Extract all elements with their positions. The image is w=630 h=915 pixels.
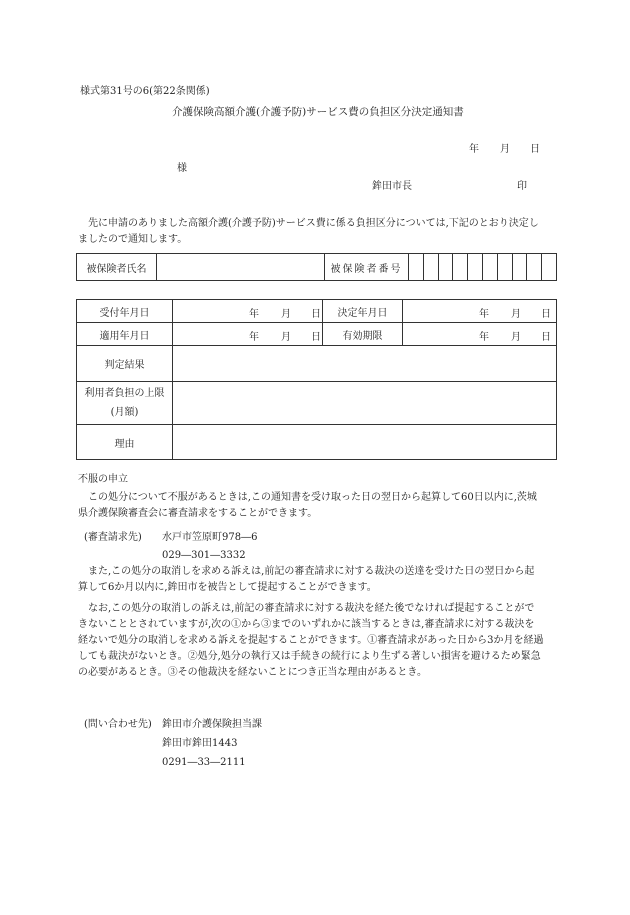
appeal-line: また,この処分の取消しを求める訴えは,前記の審査請求に対する裁決の送達を受けた日の翌日から起: [88, 566, 535, 577]
appeal-paragraph-3: [78, 601, 558, 681]
received-date-field[interactable]: [173, 300, 323, 323]
applied-year-label: 年: [249, 332, 259, 343]
limit-field[interactable]: [173, 382, 557, 425]
result-field[interactable]: [173, 346, 557, 382]
seal-mark: 印: [517, 181, 527, 192]
date-day-label: 日: [530, 144, 540, 155]
valid-month-label: 月: [511, 332, 521, 343]
decided-day-label: 日: [541, 309, 551, 320]
insured-number-digit[interactable]: [468, 254, 483, 281]
insured-name-field[interactable]: [157, 254, 325, 281]
appeal-line: なお,この処分の取消しの訴えは,前記の審査請求に対する裁決を経た後でなければ提起することがで: [88, 603, 535, 614]
insured-number-digit[interactable]: [497, 254, 512, 281]
insured-number-digit[interactable]: [512, 254, 527, 281]
date-month-label: 月: [500, 144, 510, 155]
intro-line: 先に申請のありました高額介護(介護予防)サービス費に係る負担区分については,下記のとおり決定し: [88, 218, 539, 229]
decided-month-label: 月: [511, 309, 521, 320]
appeal-office-address: 水戸市笠原町978―6: [162, 532, 258, 543]
insured-number-digit[interactable]: [438, 254, 453, 281]
received-day-label: 日: [311, 309, 321, 320]
received-year-label: 年: [249, 309, 259, 320]
insured-number-label: 被保険者番号: [325, 254, 409, 281]
contact-department: 鉾田市介護保険担当課: [162, 719, 262, 730]
insured-number-digit[interactable]: [453, 254, 468, 281]
appeal-line: この処分について不服があるときは,この通知書を受け取った日の翌日から起算して60日以内に,茨城: [88, 492, 537, 503]
result-label: 判定結果: [77, 346, 173, 382]
reason-label: 理由: [77, 425, 173, 460]
applied-date-label: 適用年月日: [77, 323, 173, 346]
valid-period-field[interactable]: [403, 323, 557, 346]
appeal-paragraph-1: [78, 490, 558, 522]
insured-number-digit[interactable]: [527, 254, 542, 281]
addressee-suffix: 様: [177, 163, 187, 174]
appeal-paragraph-2: [78, 564, 558, 596]
decided-year-label: 年: [479, 309, 489, 320]
contact-label: (問い合わせ先): [84, 719, 152, 730]
appeal-line: きないこととされていますが,次の①から③までのいずれかに該当するときは,審査請求に対する裁決を: [78, 619, 535, 630]
decided-date-label: 決定年月日: [323, 300, 403, 323]
appeal-line: の必要があるとき。③その他裁決を経ないことにつき正当な理由があるとき。: [78, 667, 427, 678]
decided-date-field[interactable]: [403, 300, 557, 323]
appeal-heading: 不服の申立: [78, 474, 128, 485]
appeal-line: しても裁決がないとき。②処分,処分の執行又は手続きの続行により生ずる著しい損害を避けるため緊急: [78, 651, 541, 662]
applied-month-label: 月: [281, 332, 291, 343]
insured-table: [76, 253, 557, 281]
intro-line: ましたので通知します。: [78, 234, 188, 245]
appeal-office-phone: 029―301―3332: [162, 550, 246, 561]
limit-label: [77, 382, 173, 425]
contact-phone: 0291―33―2111: [162, 757, 246, 768]
applied-date-field[interactable]: [173, 323, 323, 346]
decision-table: [76, 299, 557, 460]
received-month-label: 月: [281, 309, 291, 320]
appeal-line: 経ないで処分の取消しを求める訴えを提起することができます。①審査請求があった日から3か月を経過: [78, 635, 544, 646]
appeal-line: 算して6か月以内に,鉾田市を被告として提起することができます。: [78, 582, 377, 593]
form-number: 様式第31号の6(第22条関係): [80, 86, 210, 97]
valid-day-label: 日: [541, 332, 551, 343]
document-title: 介護保険高額介護(介護予防)サービス費の負担区分決定通知書: [172, 106, 464, 118]
insured-number-digit[interactable]: [482, 254, 497, 281]
insured-number-digit[interactable]: [409, 254, 424, 281]
limit-label-line-1: 利用者負担の上限: [84, 388, 165, 399]
applied-day-label: 日: [311, 332, 321, 343]
issuer-name: 鉾田市長: [372, 181, 412, 192]
insured-number-digit[interactable]: [423, 254, 438, 281]
valid-year-label: 年: [479, 332, 489, 343]
limit-label-line-2: (月額): [110, 407, 139, 418]
contact-address: 鉾田市鉾田1443: [162, 738, 238, 749]
intro-paragraph: [78, 216, 558, 248]
appeal-line: 県介護保険審査会に審査請求をすることができます。: [78, 508, 318, 519]
valid-period-label: 有効期限: [323, 323, 403, 346]
reason-field[interactable]: [173, 425, 557, 460]
date-year-label: 年: [469, 144, 479, 155]
insured-number-digit[interactable]: [542, 254, 557, 281]
appeal-office-label: (審査請求先): [84, 532, 142, 543]
insured-name-label: 被保険者氏名: [77, 254, 157, 281]
received-date-label: 受付年月日: [77, 300, 173, 323]
